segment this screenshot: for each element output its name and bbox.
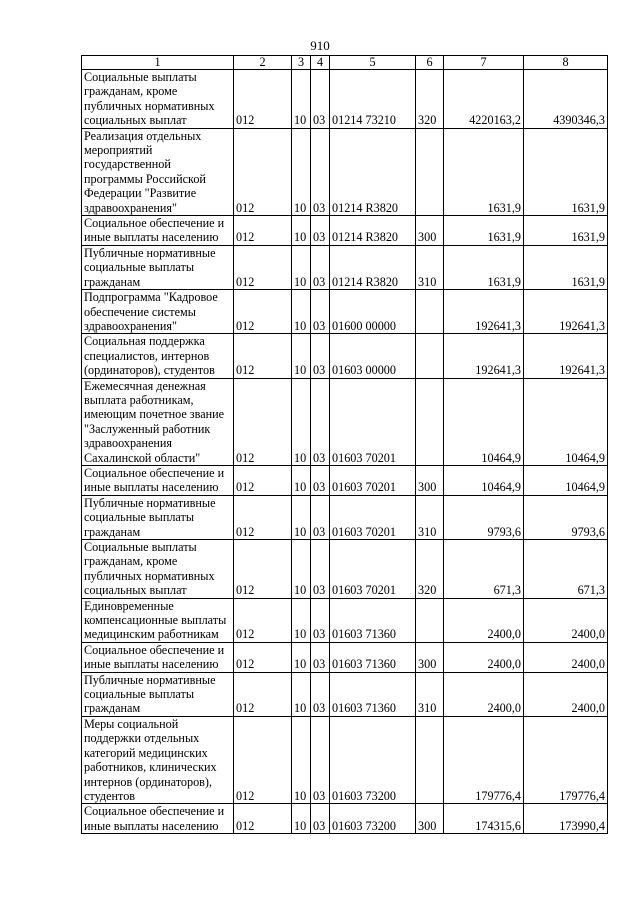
target-item-cell: 01214 R3820 — [330, 245, 416, 289]
table-row — [82, 70, 608, 129]
section-cell: 10 — [292, 598, 311, 642]
target-item-cell: 01603 70201 — [330, 465, 416, 495]
expense-type-cell: 310 — [416, 672, 444, 716]
amount-year1-cell: 671,3 — [444, 540, 524, 599]
expense-type-cell: 320 — [416, 70, 444, 129]
amount-year1-cell: 2400,0 — [444, 672, 524, 716]
row-name-line: Публичные нормативные — [84, 672, 216, 687]
ministry-code-cell: 012 — [234, 465, 292, 495]
row-name-line: обеспечение системы — [84, 304, 196, 319]
row-name-line: социальных выплат — [84, 113, 187, 128]
row-name-cell — [82, 216, 234, 246]
row-name-line: специалистов, интернов — [84, 348, 210, 363]
table-row — [82, 334, 608, 378]
row-name-cell — [82, 378, 234, 465]
expense-type-cell — [416, 716, 444, 803]
row-name-line: гражданам — [84, 274, 141, 289]
row-name-line: Федерации "Развитие — [84, 186, 197, 201]
expense-type-cell: 300 — [416, 804, 444, 834]
target-item-cell: 01603 73200 — [330, 804, 416, 834]
target-item-cell: 01214 R3820 — [330, 128, 416, 215]
amount-year2-cell: 192641,3 — [524, 290, 608, 334]
amount-year2-cell: 192641,3 — [524, 334, 608, 378]
row-name-cell — [82, 245, 234, 289]
amount-year1-cell: 2400,0 — [444, 598, 524, 642]
ministry-code-cell: 012 — [234, 245, 292, 289]
target-item-cell: 01603 70201 — [330, 495, 416, 539]
section-cell: 10 — [292, 290, 311, 334]
row-name-line: медицинским работникам — [84, 627, 219, 642]
table-row — [82, 598, 608, 642]
row-name-line: социальные выплаты — [84, 510, 195, 525]
table-row — [82, 540, 608, 599]
section-cell: 10 — [292, 245, 311, 289]
amount-year2-cell: 671,3 — [524, 540, 608, 599]
ministry-code-cell: 012 — [234, 495, 292, 539]
row-name-line: Социальное обеспечение и — [84, 465, 225, 480]
table-row — [82, 290, 608, 334]
amount-year1-cell: 10464,9 — [444, 465, 524, 495]
amount-year1-cell: 179776,4 — [444, 716, 524, 803]
expense-type-cell — [416, 378, 444, 465]
section-cell: 10 — [292, 495, 311, 539]
table-row — [82, 465, 608, 495]
ministry-code-cell: 012 — [234, 290, 292, 334]
ministry-code-cell: 012 — [234, 642, 292, 672]
ministry-code-cell: 012 — [234, 334, 292, 378]
target-item-cell: 01214 73210 — [330, 70, 416, 129]
row-name-line: Подпрограмма "Кадровое — [84, 290, 218, 305]
row-name-cell — [82, 495, 234, 539]
amount-year1-cell: 1631,9 — [444, 216, 524, 246]
row-name-cell — [82, 334, 234, 378]
expense-type-cell — [416, 598, 444, 642]
table-row — [82, 642, 608, 672]
ministry-code-cell: 012 — [234, 70, 292, 129]
ministry-code-cell: 012 — [234, 128, 292, 215]
row-name-line: социальных выплат — [84, 583, 187, 598]
subsection-cell: 03 — [311, 540, 330, 599]
column-header: 3 — [292, 56, 311, 70]
expense-type-cell: 300 — [416, 465, 444, 495]
target-item-cell: 01603 71360 — [330, 672, 416, 716]
section-cell: 10 — [292, 465, 311, 495]
row-name-line: Социальное обеспечение и — [84, 216, 225, 231]
row-name-line: интернов (ординаторов), — [84, 774, 213, 789]
ministry-code-cell: 012 — [234, 672, 292, 716]
row-name-line: Реализация отдельных — [84, 128, 202, 143]
row-name-line: Сахалинской области" — [84, 450, 201, 465]
amount-year1-cell: 192641,3 — [444, 290, 524, 334]
expense-type-cell — [416, 334, 444, 378]
row-name-line: гражданам — [84, 524, 141, 539]
section-cell: 10 — [292, 642, 311, 672]
column-header: 6 — [416, 56, 444, 70]
amount-year1-cell: 2400,0 — [444, 642, 524, 672]
section-cell: 10 — [292, 216, 311, 246]
row-name-line: Социальное обеспечение и — [84, 804, 225, 819]
ministry-code-cell: 012 — [234, 804, 292, 834]
row-name-line: иные выплаты населению — [84, 230, 219, 245]
table-row — [82, 245, 608, 289]
subsection-cell: 03 — [311, 672, 330, 716]
column-header: 2 — [234, 56, 292, 70]
subsection-cell: 03 — [311, 245, 330, 289]
row-name-line: работников, клинических — [84, 760, 217, 775]
amount-year2-cell: 10464,9 — [524, 465, 608, 495]
page-number: 910 — [310, 38, 330, 53]
amount-year1-cell: 174315,6 — [444, 804, 524, 834]
amount-year2-cell: 173990,4 — [524, 804, 608, 834]
row-name-line: Социальное обеспечение и — [84, 642, 225, 657]
section-cell: 10 — [292, 70, 311, 129]
row-name-line: социальные выплаты — [84, 687, 195, 702]
row-name-line: Публичные нормативные — [84, 495, 216, 510]
target-item-cell: 01603 73200 — [330, 716, 416, 803]
row-name-line: мероприятий — [84, 143, 153, 158]
amount-year1-cell: 192641,3 — [444, 334, 524, 378]
ministry-code-cell: 012 — [234, 216, 292, 246]
amount-year2-cell: 10464,9 — [524, 378, 608, 465]
row-name-cell — [82, 540, 234, 599]
row-name-line: иные выплаты населению — [84, 480, 219, 495]
row-name-line: гражданам, кроме — [84, 554, 178, 569]
amount-year1-cell: 9793,6 — [444, 495, 524, 539]
row-name-cell — [82, 290, 234, 334]
amount-year1-cell: 1631,9 — [444, 245, 524, 289]
subsection-cell: 03 — [311, 70, 330, 129]
section-cell: 10 — [292, 804, 311, 834]
target-item-cell: 01603 00000 — [330, 334, 416, 378]
amount-year2-cell: 179776,4 — [524, 716, 608, 803]
target-item-cell: 01603 70201 — [330, 540, 416, 599]
table-row — [82, 378, 608, 465]
target-item-cell: 01603 70201 — [330, 378, 416, 465]
ministry-code-cell: 012 — [234, 716, 292, 803]
amount-year2-cell: 1631,9 — [524, 245, 608, 289]
row-name-line: Единовременные — [84, 598, 174, 613]
row-name-line: студентов — [84, 788, 136, 803]
ministry-code-cell: 012 — [234, 540, 292, 599]
column-header: 5 — [330, 56, 416, 70]
row-name-cell — [82, 70, 234, 129]
table-row — [82, 716, 608, 803]
expense-type-cell: 310 — [416, 495, 444, 539]
expense-type-cell — [416, 290, 444, 334]
row-name-cell — [82, 642, 234, 672]
section-cell: 10 — [292, 540, 311, 599]
subsection-cell: 03 — [311, 716, 330, 803]
target-item-cell: 01600 00000 — [330, 290, 416, 334]
row-name-line: Социальная поддержка — [84, 334, 205, 349]
subsection-cell: 03 — [311, 216, 330, 246]
row-name-line: гражданам, кроме — [84, 84, 178, 99]
row-name-line: компенсационные выплаты — [84, 613, 227, 628]
ministry-code-cell: 012 — [234, 378, 292, 465]
subsection-cell: 03 — [311, 642, 330, 672]
budget-table — [81, 55, 608, 834]
amount-year1-cell: 4220163,2 — [444, 70, 524, 129]
row-name-line: государственной — [84, 157, 171, 172]
amount-year2-cell: 4390346,3 — [524, 70, 608, 129]
subsection-cell: 03 — [311, 495, 330, 539]
row-name-line: Меры социальной — [84, 716, 179, 731]
table-row — [82, 804, 608, 834]
expense-type-cell: 300 — [416, 642, 444, 672]
section-cell: 10 — [292, 334, 311, 378]
row-name-line: здравоохранения — [84, 436, 173, 451]
table-row — [82, 495, 608, 539]
amount-year1-cell: 1631,9 — [444, 128, 524, 215]
expense-type-cell: 300 — [416, 216, 444, 246]
amount-year2-cell: 9793,6 — [524, 495, 608, 539]
expense-type-cell: 310 — [416, 245, 444, 289]
section-cell: 10 — [292, 378, 311, 465]
row-name-line: категорий медицинских — [84, 745, 208, 760]
amount-year2-cell: 2400,0 — [524, 642, 608, 672]
subsection-cell: 03 — [311, 334, 330, 378]
row-name-line: "Заслуженный работник — [84, 421, 211, 436]
row-name-cell — [82, 598, 234, 642]
column-header: 1 — [82, 56, 234, 70]
row-name-line: здравоохранения" — [84, 318, 178, 333]
subsection-cell: 03 — [311, 378, 330, 465]
row-name-line: гражданам — [84, 701, 141, 716]
target-item-cell: 01214 R3820 — [330, 216, 416, 246]
row-name-line: здравоохранения" — [84, 200, 178, 215]
subsection-cell: 03 — [311, 465, 330, 495]
row-name-line: Социальные выплаты — [84, 540, 197, 554]
subsection-cell: 03 — [311, 598, 330, 642]
table-row — [82, 672, 608, 716]
column-header: 7 — [444, 56, 524, 70]
row-name-line: публичных нормативных — [84, 98, 215, 113]
expense-type-cell: 320 — [416, 540, 444, 599]
row-name-line: иные выплаты населению — [84, 657, 219, 672]
row-name-line: Социальные выплаты — [84, 70, 197, 84]
section-cell: 10 — [292, 672, 311, 716]
row-name-line: имеющим почетное звание — [84, 407, 225, 422]
row-name-cell — [82, 128, 234, 215]
row-name-cell — [82, 672, 234, 716]
row-name-line: иные выплаты населению — [84, 818, 219, 833]
row-name-cell — [82, 716, 234, 803]
subsection-cell: 03 — [311, 128, 330, 215]
row-name-cell — [82, 804, 234, 834]
row-name-line: (ординаторов), студентов — [84, 363, 215, 378]
row-name-cell — [82, 465, 234, 495]
table-row — [82, 216, 608, 246]
row-name-line: выплата работникам, — [84, 392, 194, 407]
target-item-cell: 01603 71360 — [330, 642, 416, 672]
column-header: 4 — [311, 56, 330, 70]
ministry-code-cell: 012 — [234, 598, 292, 642]
row-name-line: поддержки отдельных — [84, 731, 200, 746]
row-name-line: программы Российской — [84, 171, 206, 186]
row-name-line: Публичные нормативные — [84, 245, 216, 260]
amount-year1-cell: 10464,9 — [444, 378, 524, 465]
section-cell: 10 — [292, 716, 311, 803]
amount-year2-cell: 1631,9 — [524, 128, 608, 215]
amount-year2-cell: 1631,9 — [524, 216, 608, 246]
column-header: 8 — [524, 56, 608, 70]
expense-type-cell — [416, 128, 444, 215]
subsection-cell: 03 — [311, 804, 330, 834]
row-name-line: социальные выплаты — [84, 260, 195, 275]
table-body — [82, 70, 608, 834]
section-cell: 10 — [292, 128, 311, 215]
amount-year2-cell: 2400,0 — [524, 672, 608, 716]
amount-year2-cell: 2400,0 — [524, 598, 608, 642]
target-item-cell: 01603 71360 — [330, 598, 416, 642]
table-header-row — [82, 56, 608, 70]
subsection-cell: 03 — [311, 290, 330, 334]
row-name-line: Ежемесячная денежная — [84, 378, 206, 393]
table-row — [82, 128, 608, 215]
row-name-line: публичных нормативных — [84, 568, 215, 583]
